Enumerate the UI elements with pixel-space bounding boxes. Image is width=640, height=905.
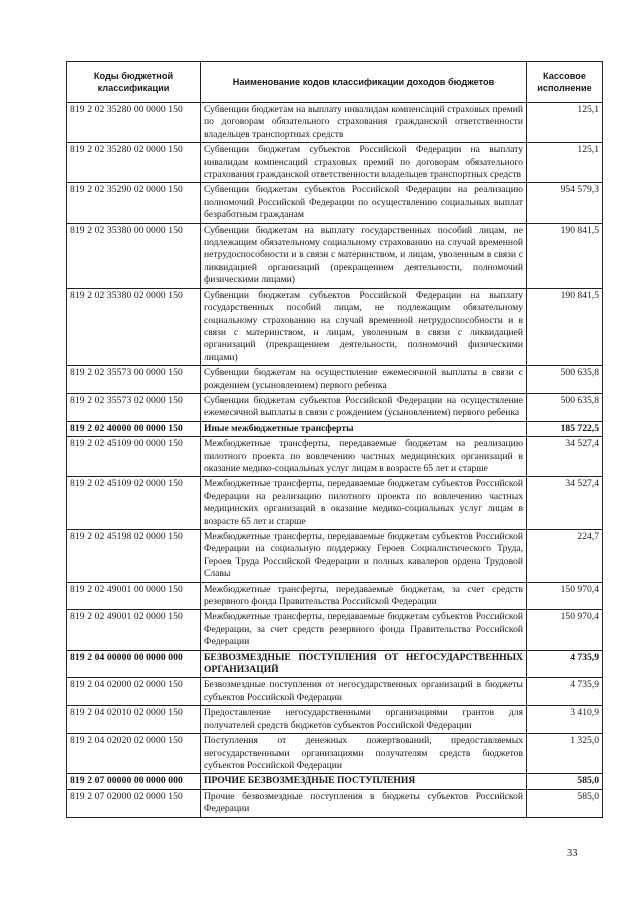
code-cell: 819 2 02 35380 00 0000 150 xyxy=(67,223,201,288)
table-row xyxy=(67,437,603,477)
page-number: 33 xyxy=(567,848,578,859)
code-cell: 819 2 04 02000 02 0000 150 xyxy=(67,678,201,706)
table-row xyxy=(67,582,603,610)
code-cell: 819 2 04 02010 02 0000 150 xyxy=(67,706,201,734)
code-cell: 819 2 04 02020 02 0000 150 xyxy=(67,734,201,774)
table-row xyxy=(67,183,603,223)
name-cell: Предоставление негосударственными организациями грантов для получателей средств бюджетов субъектов Российской Федерации xyxy=(201,706,527,734)
amount-cell: 125,1 xyxy=(527,103,603,143)
code-cell: 819 2 02 35573 00 0000 150 xyxy=(67,366,201,394)
table-row xyxy=(67,650,603,678)
name-cell: Прочие безвозмездные поступления в бюджеты субъектов Российской Федерации xyxy=(201,789,527,817)
table-row xyxy=(67,734,603,774)
amount-cell: 4 735,9 xyxy=(527,678,603,706)
table-row xyxy=(67,678,603,706)
table-row xyxy=(67,393,603,421)
amount-cell: 1 325,0 xyxy=(527,734,603,774)
table-row xyxy=(67,223,603,288)
table-row xyxy=(67,610,603,650)
code-cell: 819 2 02 45109 02 0000 150 xyxy=(67,477,201,530)
name-cell: Субвенции бюджетам субъектов Российской Федерации на реализацию полномочий Российской Федерации по осуществлению социальных выплат безработным гражданам xyxy=(201,183,527,223)
revenue-table xyxy=(66,61,603,818)
header-codes: Коды бюджетной классификации xyxy=(67,62,201,103)
name-cell: Субвенции бюджетам субъектов Российской Федерации на выплату инвалидам компенсаций страховых премий по договорам обязательного страхования гражданской ответственности владельцев транспортных средств xyxy=(201,143,527,183)
name-cell: Субвенции бюджетам субъектов Российской Федерации на выплату государственных пособий лицам, не подлежащим обязательному социальному страхованию на случай временной нетрудоспособности и в связи с материнством, и лицам, уволенным в связи с ликвидацией организаций (прекращением деятельности, полномочий физическими лицами) xyxy=(201,288,527,365)
name-cell: Субвенции бюджетам на выплату государственных пособий лицам, не подлежащим обязательному социальному страхованию на случай временной нетрудоспособности и в связи с материнством, и лицам, уволенным в связи с ликвидацией организаций (прекращением деятельности, полномочий физическими лицами) xyxy=(201,223,527,288)
amount-cell: 224,7 xyxy=(527,530,603,583)
name-cell: Межбюджетные трансферты, передаваемые бюджетам, за счет средств резервного фонда Правительства Российской Федерации xyxy=(201,582,527,610)
table-body xyxy=(67,103,603,818)
code-cell: 819 2 02 45109 00 0000 150 xyxy=(67,437,201,477)
amount-cell: 150 970,4 xyxy=(527,610,603,650)
table-row xyxy=(67,143,603,183)
code-cell: 819 2 02 45198 02 0000 150 xyxy=(67,530,201,583)
name-cell: Межбюджетные трансферты, передаваемые бюджетам субъектов Российской Федерации на социальную поддержку Героев Социалистического Труда, Героев Труда Российской Федерации и полных кавалеров ордена Трудовой Славы xyxy=(201,530,527,583)
name-cell: Межбюджетные трансферты, передаваемые бюджетам на реализацию пилотного проекта по вовлечению частных медицинских организаций в оказание медико-социальных услуг лицам в возрасте 65 лет и старше xyxy=(201,437,527,477)
code-cell: 819 2 02 49001 02 0000 150 xyxy=(67,610,201,650)
amount-cell: 3 410,9 xyxy=(527,706,603,734)
amount-cell: 500 635,8 xyxy=(527,366,603,394)
name-cell: Безвозмездные поступления от негосударственных организаций в бюджеты субъектов Российской Федерации xyxy=(201,678,527,706)
amount-cell: 4 735,9 xyxy=(527,650,603,678)
table-row xyxy=(67,366,603,394)
table-row xyxy=(67,103,603,143)
table-header-row xyxy=(67,62,603,103)
name-cell: Субвенции бюджетам субъектов Российской Федерации на осуществление ежемесячной выплаты в связи с рождением (усыновлением) первого ребенка xyxy=(201,393,527,421)
code-cell: 819 2 02 49001 00 0000 150 xyxy=(67,582,201,610)
amount-cell: 954 579,3 xyxy=(527,183,603,223)
amount-cell: 500 635,8 xyxy=(527,393,603,421)
name-cell: Субвенции бюджетам на осуществление ежемесячной выплаты в связи с рождением (усыновлением) первого ребенка xyxy=(201,366,527,394)
amount-cell: 34 527,4 xyxy=(527,437,603,477)
name-cell: Межбюджетные трансферты, передаваемые бюджетам субъектов Российской Федерации, за счет средств резервного фонда Правительства Российской Федерации xyxy=(201,610,527,650)
amount-cell: 185 722,5 xyxy=(527,421,603,436)
name-cell: Иные межбюджетные трансферты xyxy=(201,421,527,436)
table-row xyxy=(67,774,603,789)
table-row xyxy=(67,789,603,817)
code-cell: 819 2 02 35280 00 0000 150 xyxy=(67,103,201,143)
table-row xyxy=(67,421,603,436)
header-name: Наименование кодов классификации доходов бюджетов xyxy=(201,62,527,103)
code-cell: 819 2 02 35290 02 0000 150 xyxy=(67,183,201,223)
amount-cell: 34 527,4 xyxy=(527,477,603,530)
code-cell: 819 2 02 35573 02 0000 150 xyxy=(67,393,201,421)
amount-cell: 585,0 xyxy=(527,774,603,789)
table-row xyxy=(67,530,603,583)
code-cell: 819 2 02 35280 02 0000 150 xyxy=(67,143,201,183)
code-cell: 819 2 04 00000 00 0000 000 xyxy=(67,650,201,678)
amount-cell: 190 841,5 xyxy=(527,223,603,288)
code-cell: 819 2 07 02000 02 0000 150 xyxy=(67,789,201,817)
code-cell: 819 2 02 35380 02 0000 150 xyxy=(67,288,201,365)
table-row xyxy=(67,477,603,530)
table-row xyxy=(67,706,603,734)
amount-cell: 125,1 xyxy=(527,143,603,183)
amount-cell: 150 970,4 xyxy=(527,582,603,610)
code-cell: 819 2 07 00000 00 0000 000 xyxy=(67,774,201,789)
name-cell: Субвенции бюджетам на выплату инвалидам компенсаций страховых премий по договорам обязательного страхования гражданской ответственности владельцев транспортных средств xyxy=(201,103,527,143)
header-amount: Кассовое исполнение xyxy=(527,62,603,103)
name-cell: ПРОЧИЕ БЕЗВОЗМЕЗДНЫЕ ПОСТУПЛЕНИЯ xyxy=(201,774,527,789)
name-cell: Межбюджетные трансферты, передаваемые бюджетам субъектов Российской Федерации на реализацию пилотного проекта по вовлечению частных медицинских организаций в оказание медико-социальных услуг лицам в возрасте 65 лет и старше xyxy=(201,477,527,530)
amount-cell: 585,0 xyxy=(527,789,603,817)
name-cell: Поступления от денежных пожертвований, предоставляемых негосударственными организациями получателям средств бюджетов субъектов Российской Федерации xyxy=(201,734,527,774)
code-cell: 819 2 02 40000 00 0000 150 xyxy=(67,421,201,436)
table-row xyxy=(67,288,603,365)
amount-cell: 190 841,5 xyxy=(527,288,603,365)
name-cell: БЕЗВОЗМЕЗДНЫЕ ПОСТУПЛЕНИЯ ОТ НЕГОСУДАРСТВЕННЫХ ОРГАНИЗАЦИЙ xyxy=(201,650,527,678)
